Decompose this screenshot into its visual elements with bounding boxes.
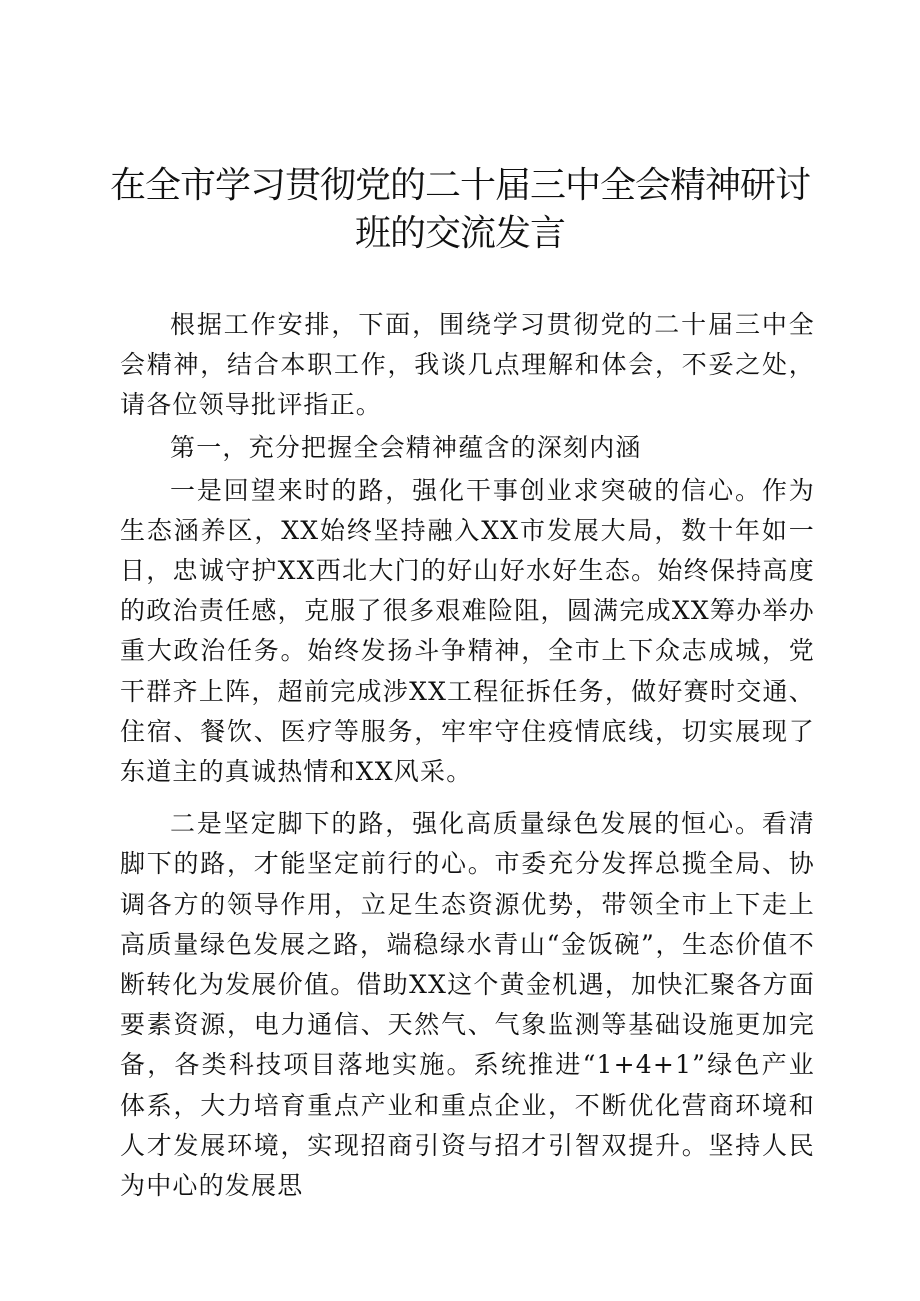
- paragraph-point-1: 一是回望来时的路，强化干事创业求突破的信心。作为生态涵养区，XX始终坚持融入XX市发展大局，数十年如一日，忠诚守护XX西北大门的好山好水好生态。始终保持高度的政治责任感，克服了很多艰难险阻，圆满完成XX筹办举办重大政治任务。始终发扬斗争精神，全市上下众志成城，党干群齐上阵，超前完成涉XX工程征拆任务，做好赛时交通、住宿、餐饮、医疗等服务，牢牢守住疫情底线，切实展现了东道主的真诚热情和XX风采。: [120, 475, 815, 787]
- document-body: [120, 305, 815, 1206]
- title-line-1: 在全市学习贯彻党的二十届三中全会精神研讨: [109, 165, 810, 206]
- title-line-2: 班的交流发言: [354, 213, 565, 254]
- intro-paragraph: 根据工作安排，下面，围绕学习贯彻党的二十届三中全会精神，结合本职工作，我谈几点理解和体会，不妥之处，请各位领导批评指正。: [120, 310, 815, 420]
- paragraph-point-2: 二是坚定脚下的路，强化高质量绿色发展的恒心。看清脚下的路，才能坚定前行的心。市委充分发挥总揽全局、协调各方的领导作用，立足生态资源优势，带领全市上下走上高质量绿色发展之路，端稳绿水青山“金饭碗”，生态价值不断转化为发展价值。借助XX这个黄金机遇，加快汇聚各方面要素资源，电力通信、天然气、气象监测等基础设施更加完备，各类科技项目落地实施。系统推进“1+4+1”绿色产业体系，大力培育重点产业和重点企业，不断优化营商环境和人才发展环境，实现招商引资与招才引智双提升。坚持人民为中心的发展思: [120, 809, 815, 1201]
- document-title: [100, 162, 820, 258]
- section-heading-1: 第一，充分把握全会精神蕴含的深刻内涵: [170, 432, 642, 462]
